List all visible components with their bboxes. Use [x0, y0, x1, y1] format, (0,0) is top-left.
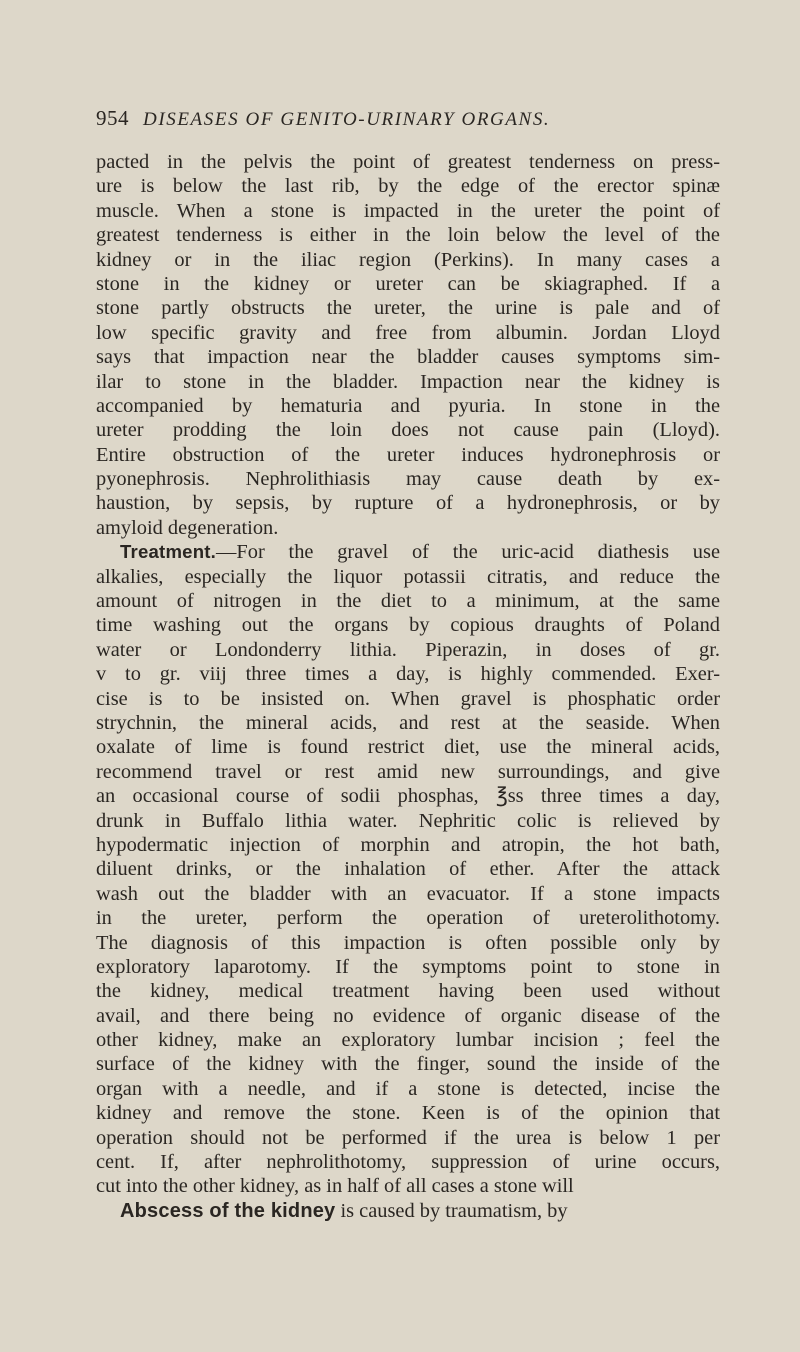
text-line: greatest tenderness is either in the loin below the level of the [96, 224, 720, 247]
text-line: operation should not be performed if the urea is below 1 per [96, 1126, 720, 1149]
text-line: cut into the other kidney, as in half of all cases a stone will [96, 1175, 574, 1198]
text-line: haustion, by sepsis, by rupture of a hydronephrosis, or by [96, 492, 720, 515]
text-line: an occasional course of sodii phosphas, ℥ss three times a day, [96, 785, 720, 808]
text-line: low specific gravity and free from albumin. Jordan Lloyd [96, 321, 720, 344]
text-line: accompanied by hematuria and pyuria. In stone in the [96, 394, 720, 417]
text-line: in the ureter, perform the operation of ureterolithotomy. [96, 907, 720, 930]
text-line: ure is below the last rib, by the edge of the erector spinæ [96, 175, 720, 198]
text-line: avail, and there being no evidence of organic disease of the [96, 1004, 720, 1027]
body-text [96, 150, 720, 1223]
abscess-heading: Abscess of the kidney [120, 1199, 336, 1222]
text-line: pyonephrosis. Nephrolithiasis may cause death by ex- [96, 468, 720, 491]
text-line: stone partly obstructs the ureter, the urine is pale and of [96, 297, 720, 320]
treatment-paragraph-start [96, 540, 720, 564]
text-line: kidney and remove the stone. Keen is of the opinion that [96, 1102, 720, 1125]
text-line: wash out the bladder with an evacuator. If a stone impacts [96, 882, 720, 905]
text-line: oxalate of lime is found restrict diet, use the mineral acids, [96, 736, 720, 759]
page-header [96, 106, 656, 136]
text-line: time washing out the organs by copious draughts of Poland [96, 614, 720, 637]
abscess-first-line-rest: is caused by traumatism, by [335, 1199, 568, 1222]
text-line: ilar to stone in the bladder. Impaction near the kidney is [96, 370, 720, 393]
text-line: amount of nitrogen in the diet to a minimum, at the same [96, 590, 720, 613]
text-line: water or Londonderry lithia. Piperazin, in doses of gr. [96, 638, 720, 661]
text-line: The diagnosis of this impaction is often possible only by [96, 931, 720, 954]
text-line: amyloid degeneration. [96, 516, 279, 539]
text-line: hypodermatic injection of morphin and atropin, the hot bath, [96, 833, 720, 856]
text-line: Entire obstruction of the ureter induces hydronephrosis or [96, 443, 720, 466]
text-line: surface of the kidney with the finger, sound the inside of the [96, 1053, 720, 1076]
text-line: strychnin, the mineral acids, and rest at the seaside. When [96, 711, 720, 734]
page-number: 954 [96, 106, 129, 130]
running-head: DISEASES OF GENITO-URINARY ORGANS. [143, 109, 551, 130]
text-line: diluent drinks, or the inhalation of ether. After the attack [96, 858, 720, 881]
treatment-heading: Treatment. [120, 541, 217, 563]
text-line: v to gr. viij three times a day, is highly commended. Exer- [96, 663, 720, 686]
abscess-paragraph-start [96, 1199, 720, 1223]
text-line: muscle. When a stone is impacted in the ureter the point of [96, 199, 720, 222]
text-line: the kidney, medical treatment having been used without [96, 980, 720, 1003]
text-line: pacted in the pelvis the point of greatest tenderness on press- [96, 151, 720, 173]
text-line: cise is to be insisted on. When gravel is phosphatic order [96, 687, 720, 710]
text-line: says that impaction near the bladder causes symptoms sim- [96, 346, 720, 369]
text-line: cent. If, after nephrolithotomy, suppression of urine occurs, [96, 1151, 720, 1174]
text-line: kidney or in the iliac region (Perkins). In many cases a [96, 248, 720, 271]
treatment-first-line-rest: —For the gravel of the uric-acid diathesis use [216, 541, 720, 564]
text-line: drunk in Buffalo lithia water. Nephritic colic is relieved by [96, 809, 720, 832]
text-line: ureter prodding the loin does not cause pain (Lloyd). [96, 419, 720, 442]
text-line: other kidney, make an exploratory lumbar incision ; feel the [96, 1029, 720, 1052]
text-line: recommend travel or rest amid new surroundings, and give [96, 760, 720, 783]
text-line: organ with a needle, and if a stone is detected, incise the [96, 1077, 720, 1100]
text-line: exploratory laparotomy. If the symptoms point to stone in [96, 955, 720, 978]
text-line: stone in the kidney or ureter can be skiagraphed. If a [96, 272, 720, 295]
text-line: alkalies, especially the liquor potassii citratis, and reduce the [96, 565, 720, 588]
